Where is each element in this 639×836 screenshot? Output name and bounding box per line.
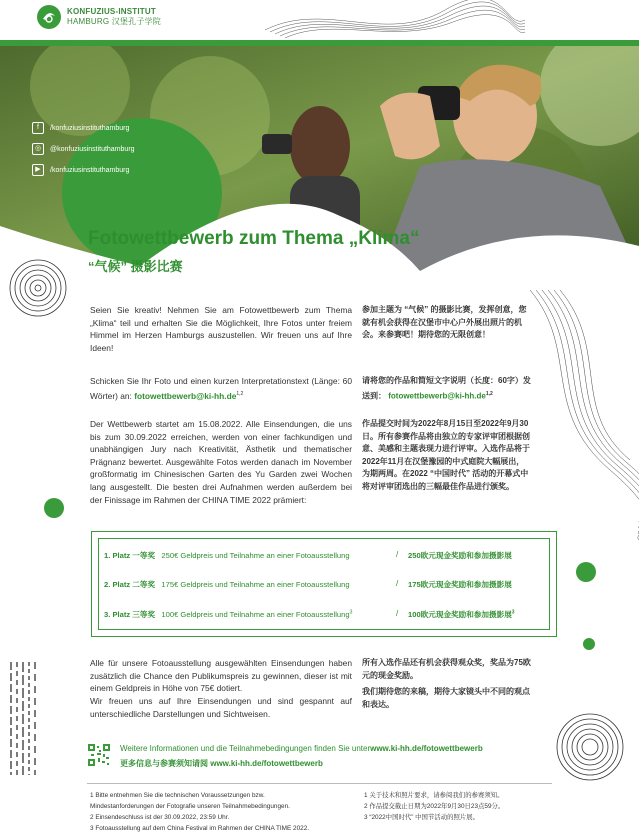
footnote-ref: 3 (349, 609, 353, 616)
institute-logo (36, 4, 62, 30)
info-line-de (120, 744, 483, 753)
footnote-divider (87, 783, 552, 784)
green-dot (583, 638, 595, 650)
prize-description-zh: 250欧元现金奖励和参加摄影展 (408, 551, 512, 560)
footnote: 3 Fotoausstellung auf dem China Festival im Rahmen der CHINA TIME 2022. (90, 825, 310, 832)
separator-slash: / (396, 550, 399, 559)
footnotes-de (90, 790, 350, 834)
decorative-wave-lines-right (520, 290, 639, 540)
qr-code-icon[interactable] (88, 744, 110, 766)
de-paragraph-audience: Alle für unsere Fotoausstellung ausgewählten Einsendungen haben zusätzlich die Chance den Publikumspreis zu gewinnen, dieser ist mit einem Geldpreis in Höhe von 75€ dotiert. (90, 658, 352, 694)
de-paragraph-intro: Seien Sie kreativ! Nehmen Sie am Fotowettbewerb zum Thema „Klima“ teil und erhalten Sie die Möglichkeit, Ihre Fotos unter freiem Himmel im Herzen Hamburgs auszustellen. Wir freuen uns auf Ihre Ideen! (90, 305, 352, 353)
footnote: 1 Bitte entnehmen Sie die technischen Voraussetzungen bzw. (90, 792, 265, 799)
instagram-icon: ◎ (32, 143, 44, 155)
zh-paragraph-intro: 参加主题为 “气候” 的摄影比赛，发挥创意，您就有机会获得在汉堡市中心户外展出照片的机会。来参赛吧！期待您的无限创意！ (362, 305, 527, 340)
social-facebook[interactable] (32, 122, 129, 134)
info-text-zh: 更多信息与参赛须知请阅 (120, 759, 208, 768)
prize-description-zh: 175欧元现金奖励和参加摄影展 (408, 580, 512, 589)
prize-description-zh-text: 100欧元现金奖励和参加摄影展 (408, 610, 512, 619)
prize-place: 2. Platz 二等奖 (104, 580, 156, 589)
footnote: 2 作品提交截止日期为2022年9月30日23点59分。 (364, 803, 505, 810)
de-paragraph-details: Der Wettbewerb startet am 15.08.2022. Alle Einsendungen, die uns bis zum 30.09.2022 erreichen, werden von einer fachkundigen und unabhängigen Jury nach Kreativität, Ästhetik und thematischer Prägnanz bewertet. Ausgewählte Fotos werden danach im November großformatig im Chinesischen Garten des Yu Garden zwei Wochen lang ausgestellt. Die besten drei Aufnahmen werden außerdem bei der Finissage im Rahmen der CHINA TIME 2022 prämiert: (90, 419, 352, 505)
separator-slash: / (396, 609, 399, 618)
decorative-wave-lines (265, 0, 525, 44)
social-instagram[interactable] (32, 143, 135, 155)
de-paragraph-closing: Wir freuen uns auf Ihre Einsendungen und sind gespannt auf unterschiedliche Darstellungen und Sichtweisen. (90, 696, 352, 719)
institute-name-line2: HAMBURG 汉堡孔子学院 (67, 17, 161, 26)
info-line-zh (120, 758, 323, 769)
footnote: 1 关于技术和照片要求，请参阅我们的参赛须知。 (364, 792, 504, 799)
concentric-circles-left (8, 258, 68, 318)
green-dot (44, 498, 64, 518)
footnotes-zh (364, 790, 554, 823)
footnote-ref: 1,2 (485, 390, 493, 397)
footnote-ref: 3 (511, 609, 515, 616)
zh-paragraph-audience: 所有入选作品还有机会获得观众奖，奖品为75欧元的现金奖励。 (362, 658, 531, 680)
social-handle: /konfuziusinstituthamburg (50, 124, 130, 132)
footnote-ref: 1,2 (236, 390, 244, 397)
institute-name-line1: KONFUZIUS-INSTITUT (67, 7, 156, 16)
zh-paragraph-submit (362, 375, 532, 403)
prize-description: 250€ Geldpreis und Teilnahme an einer Fotoausstellung (161, 551, 350, 560)
de-paragraph-submit (90, 375, 352, 402)
footnote: 3 “2022中国时代” 中国节活动的照片展。 (364, 814, 480, 821)
footnote: 2 Einsendeschluss ist der 30.09.2022, 23:59 Uhr. (90, 814, 230, 821)
prize-row-3 (104, 609, 352, 620)
prize-row-1 (104, 550, 350, 561)
prize-row-2 (104, 579, 350, 590)
email-link[interactable]: fotowettbewerb@ki-hh.de (134, 390, 237, 401)
concentric-circles-right (555, 712, 625, 782)
de-submit-text: Schicken Sie Ihr Foto und einen kurzen Interpretationstext (Länge: 60 Wörter) an: (90, 376, 352, 401)
email-link[interactable]: fotowettbewerb@ki-hh.de (388, 391, 486, 401)
page-subtitle: “气候” 摄影比赛 (88, 259, 183, 274)
social-youtube[interactable] (32, 164, 129, 176)
page-title: Fotowettbewerb zum Thema „Klima“ (88, 228, 420, 249)
social-handle: /konfuziusinstituthamburg (50, 166, 130, 174)
prize-place: 3. Platz 三等奖 (104, 610, 156, 619)
info-link-zh[interactable]: www.ki-hh.de/fotowettbewerb (210, 759, 323, 768)
prize-description-zh (408, 609, 515, 620)
info-text-de: Weitere Informationen und die Teilnahmebedingungen finden Sie unter (120, 744, 371, 753)
separator-slash: / (396, 579, 399, 588)
prize-place: 1. Platz 一等奖 (104, 551, 156, 560)
decorative-dashes-left (5, 660, 45, 780)
facebook-icon: f (32, 122, 44, 134)
social-handle: @konfuziusinstituthamburg (50, 145, 135, 153)
youtube-icon: ▶ (32, 164, 44, 176)
footnote: Mindestanforderungen der Fotografie unseren Teilnahmebedingungen. (90, 803, 290, 810)
zh-submit-text: 请将您的作品和简短文字说明（长度：60字）发送到： (362, 376, 531, 401)
prize-description: 100€ Geldpreis und Teilnahme an einer Fotoausstellung (161, 610, 350, 619)
zh-paragraph-closing: 我们期待您的来稿，期待大家镜头中不同的观点和表达。 (362, 687, 530, 709)
info-link-de[interactable]: www.ki-hh.de/fotowettbewerb (370, 744, 483, 753)
green-dot (576, 562, 596, 582)
institute-name (67, 7, 161, 27)
prize-description: 175€ Geldpreis und Teilnahme an einer Fotoausstellung (161, 580, 350, 589)
zh-paragraph-details: 作品提交时间为2022年8月15日至2022年9月30日。所有参赛作品将由独立的专家评审团根据创意、美感和主题表现力进行评审。入选作品将于2022年11月在汉堡豫园的中式庭院大幅展出，为期两周。在2022 “中国时代” 活动的开幕式中将对评审团选出的三幅最佳作品进行颁奖。 (362, 419, 530, 491)
